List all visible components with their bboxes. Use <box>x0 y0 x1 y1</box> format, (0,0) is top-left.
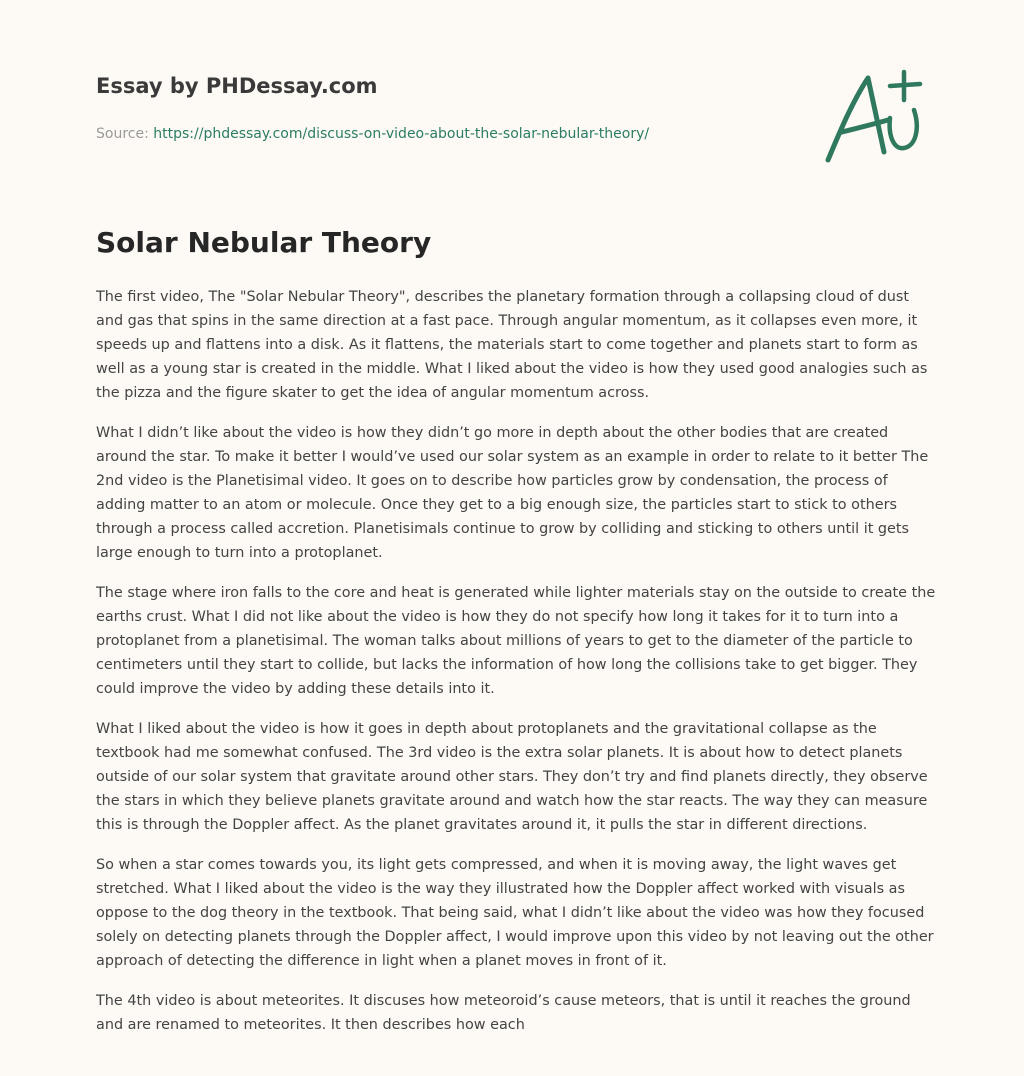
paragraph: So when a star comes towards you, its light gets compressed, and when it is moving away, the light waves get stretched. What I liked about the video is the way they illustrated how the Doppler affect worked with visuals as oppose to the dog theory in the textbook. That being said, what I didn’t like about the video was how they focused solely on detecting planets through the Doppler affect, I would improve upon this video by not leaving out the other approach of detecting the difference in light when a planet moves in front of it. <box>96 857 934 969</box>
page-header <box>96 74 816 142</box>
a-plus-icon <box>818 66 930 166</box>
source-line <box>96 126 649 142</box>
article-title: Solar Nebular Theory <box>96 226 432 259</box>
paragraph: What I liked about the video is how it goes in depth about protoplanets and the gravitational collapse as the textbook had me somewhat confused. The 3rd video is the extra solar planets. It is about how to detect planets outside of our solar system that gravitate around other stars. They don’t try and find planets directly, they observe the stars in which they believe planets gravitate around and watch how the star reacts. The way they can measure this is through the Doppler affect. As the planet gravitates around it, it pulls the star in different directions. <box>96 721 928 833</box>
article-body <box>96 285 938 1053</box>
source-label: Source: <box>96 126 149 142</box>
paragraph: The first video, The "Solar Nebular Theory", describes the planetary formation through a collapsing cloud of dust and gas that spins in the same direction at a fast pace. Through angular momentum, as it collapses even more, it speeds up and flattens into a disk. As it flattens, the materials start to come together and planets start to form as well as a young star is created in the middle. What I liked about the video is how they used good analogies such as the pizza and the figure skater to get the idea of angular momentum across. <box>96 289 928 401</box>
paragraph: The 4th video is about meteorites. It discuses how meteoroid’s cause meteors, that is until it reaches the ground and are renamed to meteorites. It then describes how each <box>96 993 911 1033</box>
paragraph: The stage where iron falls to the core and heat is generated while lighter materials stay on the outside to create the earths crust. What I did not like about the video is how they do not specify how long it takes for it to turn into a protoplanet from a planetisimal. The woman talks about millions of years to get to the diameter of the particle to centimeters until they start to collide, but lacks the information of how long the collisions take to get bigger. They could improve the video by adding these details into it. <box>96 585 936 697</box>
brand-title: Essay by PHDessay.com <box>96 74 378 98</box>
source-link[interactable]: https://phdessay.com/discuss-on-video-about-the-solar-nebular-theory/ <box>153 126 650 142</box>
paragraph: What I didn’t like about the video is how they didn’t go more in depth about the other bodies that are created around the star. To make it better I would’ve used our solar system as an example in order to relate to it better The 2nd video is the Planetisimal video. It goes on to describe how particles grow by condensation, the process of adding matter to an atom or molecule. Once they get to a big enough size, the particles start to stick to others through a process called accretion. Planetisimals continue to grow by colliding and sticking to others until it gets large enough to turn into a protoplanet. <box>96 425 929 561</box>
